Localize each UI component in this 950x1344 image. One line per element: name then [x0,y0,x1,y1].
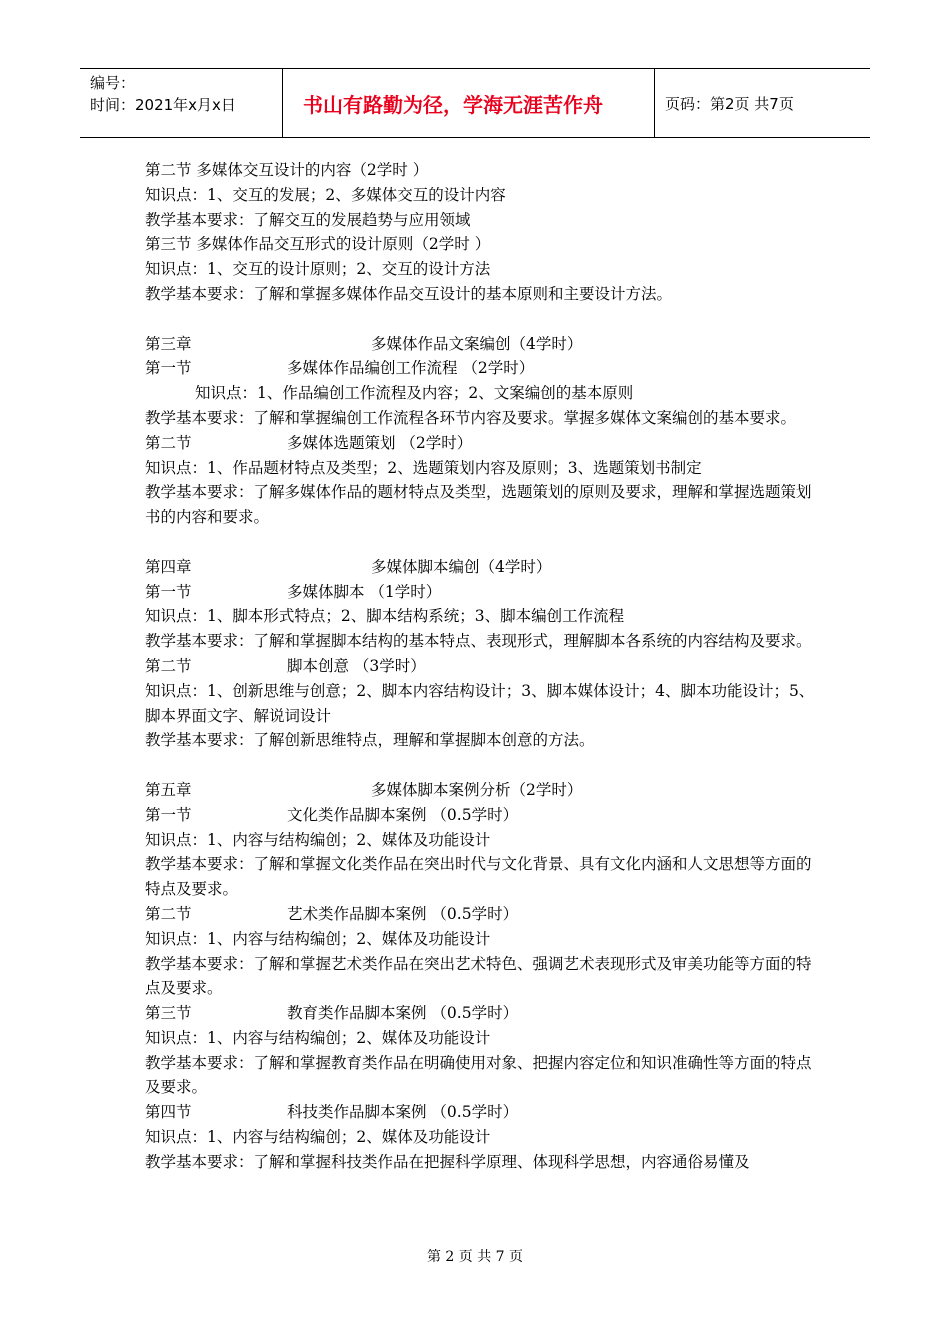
section-title: 艺术类作品脚本案例 （0.5学时） [287,904,519,923]
section-number: 第一节 [145,359,192,378]
chapter-title: 多媒体作品文案编创（4学时） [371,334,583,353]
teaching-requirement: 教学基本要求：了解交互的发展趋势与应用领域 [145,210,471,229]
knowledge-points: 知识点：1、内容与结构编创；2、媒体及功能设计 [145,929,491,948]
section-title: 多媒体选题策划 （2学时） [287,433,473,452]
chapter-number: 第四章 [145,557,192,576]
section-title: 脚本创意 （3学时） [287,656,426,675]
knowledge-points: 知识点：1、内容与结构编创；2、媒体及功能设计 [145,830,491,849]
chapter-number: 第三章 [145,334,192,353]
section-number: 第三节 [145,1004,192,1023]
section-number: 第一节 [145,805,192,824]
knowledge-points: 知识点：1、内容与结构编创；2、媒体及功能设计 [145,1128,491,1147]
knowledge-points: 知识点：1、创新思维与创意；2、脚本内容结构设计；3、脚本媒体设计；4、脚本功能设计；5、脚本界面文字、解说词设计 [145,681,815,725]
section-heading: 第二节 多媒体交互设计的内容（2学时 ） [145,161,429,179]
spacer [145,307,815,332]
section-title: 科技类作品脚本案例 （0.5学时） [287,1103,519,1122]
chapter-number: 第五章 [145,780,192,799]
knowledge-points: 知识点：1、内容与结构编创；2、媒体及功能设计 [145,1028,491,1047]
section-heading [145,654,815,679]
section-title: 教育类作品脚本案例 （0.5学时） [287,1004,519,1023]
section-title: 多媒体作品编创工作流程 （2学时） [287,359,535,378]
knowledge-points: 知识点：1、作品题材特点及类型；2、选题策划内容及原则；3、选题策划书制定 [145,458,702,477]
section-number: 第一节 [145,582,192,601]
section-heading [145,1100,815,1125]
chapter-title: 多媒体脚本案例分析（2学时） [371,780,583,799]
section-heading [145,356,815,381]
knowledge-points: 知识点：1、作品编创工作流程及内容；2、文案编创的基本原则 [195,384,634,403]
teaching-requirement: 教学基本要求：了解和掌握艺术类作品在突出艺术特色、强调艺术表现形式及审美功能等方面的特点及要求。 [145,954,812,998]
section-number: 第二节 [145,433,192,452]
page-footer: 第 2 页 共 7 页 [426,1249,524,1265]
section-heading [145,803,815,828]
teaching-requirement: 教学基本要求：了解和掌握编创工作流程各环节内容及要求。掌握多媒体文案编创的基本要求。 [145,408,797,427]
section-number: 第二节 [145,904,192,923]
teaching-requirement: 教学基本要求：了解多媒体作品的题材特点及类型，选题策划的原则及要求，理解和掌握选题策划书的内容和要求。 [145,483,812,527]
doc-date-label: 时间：2021年x月x日 [90,96,236,114]
teaching-requirement: 教学基本要求：了解和掌握教育类作品在明确使用对象、把握内容定位和知识准确性等方面的特点及要求。 [145,1053,812,1097]
section-number: 第四节 [145,1103,192,1122]
section-heading [145,902,815,927]
knowledge-points: 知识点：1、交互的发展；2、多媒体交互的设计内容 [145,185,506,204]
header-motto: 书山有路勤为径，学海无涯苦作舟 [283,69,655,137]
section-heading: 第三节 多媒体作品交互形式的设计原则（2学时 ） [145,235,491,254]
knowledge-points: 知识点：1、交互的设计原则；2、交互的设计方法 [145,260,491,279]
section-heading [145,431,815,456]
section-heading [145,1001,815,1026]
section-title: 文化类作品脚本案例 （0.5学时） [287,805,519,824]
section-heading [145,580,815,605]
teaching-requirement: 教学基本要求：了解创新思维特点，理解和掌握脚本创意的方法。 [145,731,595,750]
chapter-heading [145,778,815,803]
teaching-requirement: 教学基本要求：了解和掌握多媒体作品交互设计的基本原则和主要设计方法。 [145,284,673,303]
spacer [145,530,815,555]
header-page-info: 页码：第2页 共7页 [665,94,794,113]
section-title: 多媒体脚本 （1学时） [287,582,442,601]
chapter-heading [145,332,815,357]
teaching-requirement: 教学基本要求：了解和掌握科技类作品在把握科学原理、体现科学思想，内容通俗易懂及 [145,1152,750,1171]
document-body [145,158,815,1175]
teaching-requirement: 教学基本要求：了解和掌握文化类作品在突出时代与文化背景、具有文化内涵和人文思想等方面的特点及要求。 [145,855,812,899]
section-number: 第二节 [145,656,192,675]
chapter-title: 多媒体脚本编创（4学时） [371,557,552,576]
spacer [145,753,815,778]
doc-id-label: 编号： [90,74,136,92]
header-meta [80,69,283,137]
teaching-requirement: 教学基本要求：了解和掌握脚本结构的基本特点、表现形式，理解脚本各系统的内容结构及要求。 [145,632,812,651]
knowledge-points: 知识点：1、脚本形式特点；2、脚本结构系统；3、脚本编创工作流程 [145,607,625,626]
page-header [80,68,870,138]
chapter-heading [145,555,815,580]
